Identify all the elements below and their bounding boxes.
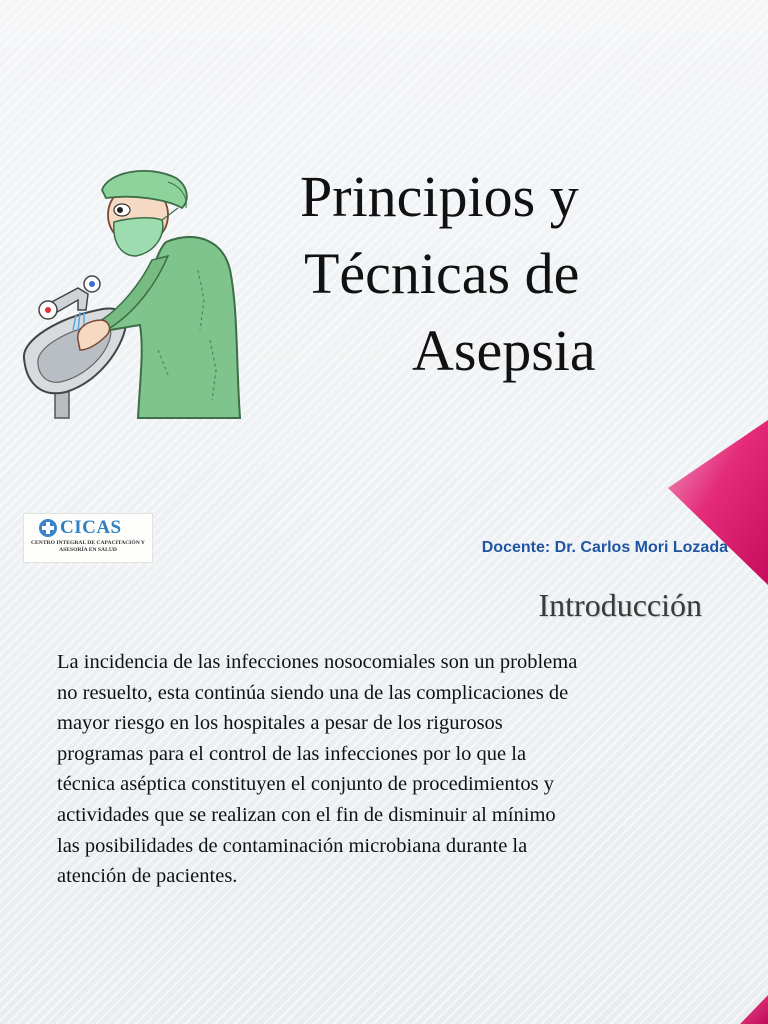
title-line-1: Principios y [300,164,579,229]
section-heading: Introducción [538,587,702,623]
teacher-name: Docente: Dr. Carlos Mori Lozada [481,539,728,556]
logo-name: CICAS [60,517,122,538]
logo-subtitle: CENTRO INTEGRAL DE CAPACITACIÓN Y ASESORÍA EN SALUD [31,540,145,553]
body-paragraph: La incidencia de las infecciones nosocomiales son un problema no resuelto, esta continúa siendo una de las complicaciones de mayor riesgo en los hospitales a pesar de los rigurosos programas para el control de las infecciones por lo que la técnica aséptica constituyen el conjunto de procedimientos y actividades que se realizan con el fin de disminuir al mínimo las posibilidades de contaminación microbiana durante la atención de pacientes. [57,651,578,888]
slide-title [290,158,650,408]
surgeon-handwashing-illustration [18,160,243,420]
title-line-2: Técnicas de [304,241,580,306]
medical-cross-icon [39,519,57,537]
magenta-triangle-top [668,420,768,585]
title-line-3: Asepsia [412,318,596,383]
magenta-triangle-bottom [740,995,768,1024]
cicas-logo [24,514,152,562]
